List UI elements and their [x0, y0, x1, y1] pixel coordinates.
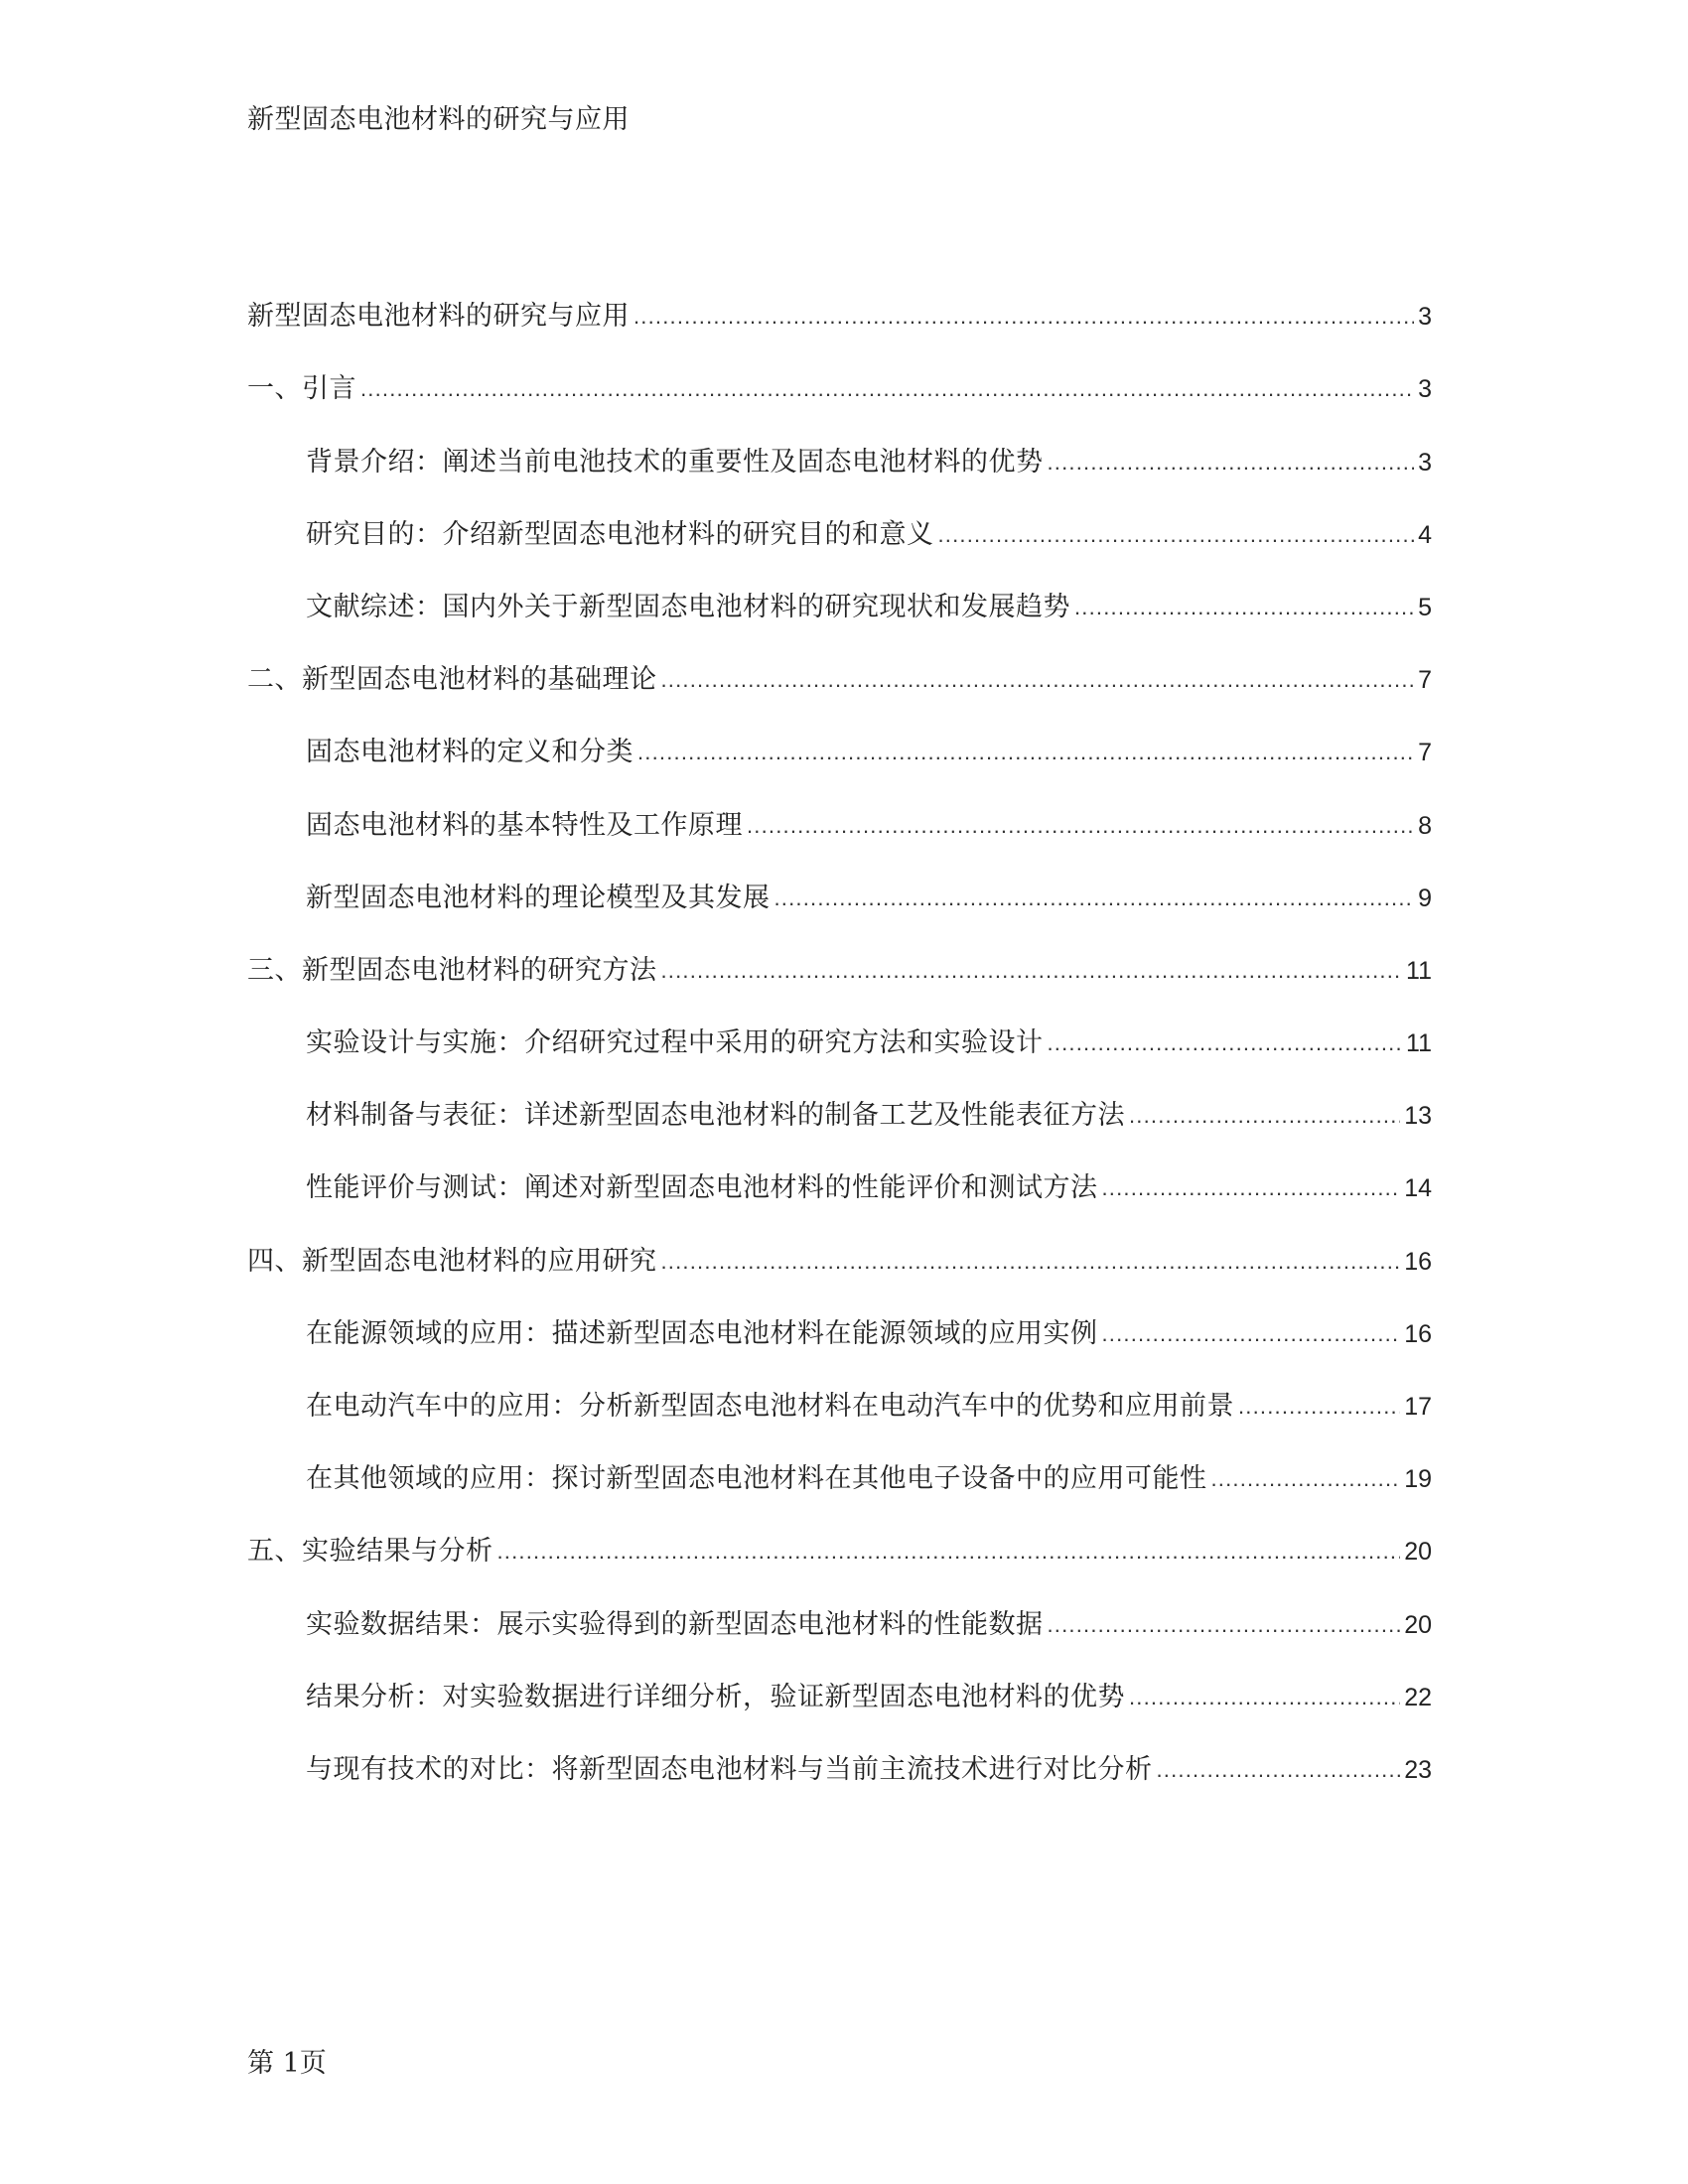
toc-entry-page-number: 3 [1418, 375, 1432, 404]
toc-entry-page-number: 4 [1418, 520, 1432, 549]
toc-entry-title: 新型固态电池材料的理论模型及其发展 [306, 882, 771, 913]
toc-entry[interactable] [247, 341, 1432, 413]
toc-entry-title: 与现有技术的对比：将新型固态电池材料与当前主流技术进行对比分析 [306, 1753, 1153, 1785]
toc-dot-leader [633, 299, 1414, 335]
toc-dot-leader [1048, 1607, 1401, 1643]
toc-dot-leader [1129, 1098, 1400, 1134]
toc-entry[interactable] [247, 995, 1432, 1067]
toc-dot-leader [661, 953, 1403, 989]
toc-dot-leader [1074, 590, 1414, 625]
toc-entry-page-number: 7 [1418, 666, 1432, 695]
toc-dot-leader [661, 662, 1415, 698]
toc-dot-leader [1048, 445, 1415, 480]
toc-entry-title: 新型固态电池材料的研究与应用 [247, 301, 630, 333]
toc-entry[interactable] [247, 776, 1432, 849]
toc-dot-leader [1129, 1680, 1400, 1715]
toc-dot-leader [360, 371, 1414, 407]
toc-entry-page-number: 11 [1406, 956, 1432, 985]
toc-entry-title: 四、新型固态电池材料的应用研究 [247, 1245, 657, 1277]
toc-dot-leader [1048, 1025, 1403, 1061]
page-number-footer: 第 1页 [247, 2048, 327, 2079]
toc-entry[interactable] [247, 1067, 1432, 1140]
toc-entry-page-number: 16 [1404, 1319, 1432, 1348]
toc-entry-page-number: 3 [1418, 303, 1432, 332]
toc-entry-page-number: 17 [1404, 1393, 1432, 1421]
toc-entry-title: 二、新型固态电池材料的基础理论 [247, 664, 657, 696]
toc-entry-title: 结果分析：对实验数据进行详细分析，验证新型固态电池材料的优势 [306, 1681, 1125, 1712]
toc-entry-title: 在能源领域的应用：描述新型固态电池材料在能源领域的应用实例 [306, 1317, 1098, 1349]
toc-entry-page-number: 16 [1404, 1247, 1432, 1276]
toc-dot-leader [747, 808, 1414, 844]
toc-entry-title: 固态电池材料的定义和分类 [306, 737, 633, 768]
toc-dot-leader [774, 881, 1415, 916]
toc-entry[interactable] [247, 1212, 1432, 1285]
toc-dot-leader [661, 1244, 1401, 1280]
toc-dot-leader [1211, 1461, 1401, 1497]
toc-entry-title: 实验设计与实施：介绍研究过程中采用的研究方法和实验设计 [306, 1027, 1044, 1059]
toc-entry-page-number: 13 [1404, 1102, 1432, 1131]
toc-entry-page-number: 20 [1404, 1610, 1432, 1639]
toc-entry-title: 一、引言 [247, 373, 356, 405]
toc-entry-title: 在其他领域的应用：探讨新型固态电池材料在其他电子设备中的应用可能性 [306, 1463, 1207, 1495]
toc-entry[interactable] [247, 1431, 1432, 1503]
toc-entry[interactable] [247, 1649, 1432, 1721]
toc-entry-title: 背景介绍：阐述当前电池技术的重要性及固态电池材料的优势 [306, 446, 1044, 478]
toc-entry-title: 性能评价与测试：阐述对新型固态电池材料的性能评价和测试方法 [306, 1172, 1098, 1204]
page-header-title: 新型固态电池材料的研究与应用 [247, 104, 630, 135]
toc-entry[interactable] [247, 631, 1432, 704]
table-of-contents [247, 268, 1432, 1794]
toc-entry-page-number: 11 [1406, 1029, 1432, 1058]
toc-entry-title: 实验数据结果：展示实验得到的新型固态电池材料的性能数据 [306, 1608, 1044, 1640]
toc-dot-leader [938, 517, 1415, 553]
toc-entry-title: 研究目的：介绍新型固态电池材料的研究目的和意义 [306, 518, 934, 550]
toc-entry[interactable] [247, 704, 1432, 776]
toc-entry-title: 三、新型固态电池材料的研究方法 [247, 954, 657, 986]
toc-entry-title: 材料制备与表征：详述新型固态电池材料的制备工艺及性能表征方法 [306, 1100, 1125, 1132]
toc-entry[interactable] [247, 1575, 1432, 1648]
toc-entry[interactable] [247, 1358, 1432, 1431]
toc-entry[interactable] [247, 850, 1432, 922]
toc-entry-page-number: 9 [1418, 884, 1432, 912]
toc-entry-page-number: 22 [1404, 1683, 1432, 1711]
toc-entry-page-number: 19 [1404, 1465, 1432, 1494]
toc-entry-page-number: 8 [1418, 811, 1432, 840]
toc-dot-leader [1238, 1389, 1400, 1425]
toc-entry[interactable] [247, 559, 1432, 631]
toc-entry-page-number: 5 [1418, 593, 1432, 621]
toc-entry[interactable] [247, 1721, 1432, 1794]
toc-entry-title: 在电动汽车中的应用：分析新型固态电池材料在电动汽车中的优势和应用前景 [306, 1391, 1234, 1422]
toc-dot-leader [637, 735, 1414, 770]
toc-entry[interactable] [247, 1286, 1432, 1358]
toc-entry[interactable] [247, 1140, 1432, 1212]
toc-entry-page-number: 23 [1404, 1755, 1432, 1784]
toc-entry-page-number: 3 [1418, 448, 1432, 477]
toc-entry[interactable] [247, 1503, 1432, 1575]
toc-dot-leader [1157, 1752, 1401, 1788]
toc-entry[interactable] [247, 922, 1432, 995]
toc-entry-title: 五、实验结果与分析 [247, 1536, 493, 1568]
toc-entry[interactable] [247, 486, 1432, 559]
toc-entry-page-number: 7 [1418, 739, 1432, 767]
toc-entry-title: 固态电池材料的基本特性及工作原理 [306, 809, 743, 841]
toc-entry-title: 文献综述：国内外关于新型固态电池材料的研究现状和发展趋势 [306, 591, 1070, 622]
toc-entry-page-number: 14 [1404, 1174, 1432, 1203]
toc-entry[interactable] [247, 413, 1432, 485]
toc-dot-leader [1102, 1316, 1401, 1352]
toc-entry-page-number: 20 [1404, 1538, 1432, 1567]
toc-dot-leader [1102, 1170, 1401, 1206]
toc-dot-leader [497, 1534, 1401, 1570]
toc-entry[interactable] [247, 268, 1432, 341]
